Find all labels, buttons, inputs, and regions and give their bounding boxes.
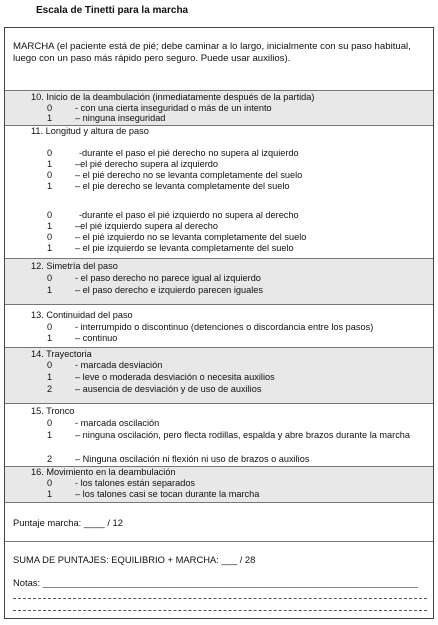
option-score: 0 — [47, 103, 53, 113]
option-text: – Ninguna oscilación ni flexión ni uso de brazos o auxilios — [75, 454, 310, 464]
option-row — [5, 181, 433, 192]
intro-text: MARCHA (el paciente está de pié; debe caminar a lo largo, inicialmente con su paso habitual, luego con un paso más rápido pero seguro. Puede usar auxilios). — [13, 41, 411, 65]
option-row — [5, 333, 433, 344]
option-row — [5, 285, 433, 296]
option-text: -durante el paso el pié derecho no supera al izquierdo — [79, 148, 299, 158]
option-score: 1 — [47, 181, 53, 191]
item-title: 16. Movimiento en la deambulación — [31, 467, 176, 477]
option-row — [5, 170, 433, 181]
option-score: 1 — [47, 333, 53, 343]
item-title: 13. Continuidad del paso — [31, 310, 133, 320]
item-16-section — [5, 467, 433, 502]
item-12-section — [5, 259, 433, 304]
option-text: – ninguna oscilación, pero flecta rodillas, espalda y abre brazos durante la marcha — [75, 430, 411, 440]
option-score: 0 — [47, 148, 53, 158]
option-score: 2 — [47, 384, 53, 394]
divider — [5, 541, 433, 542]
option-text: – los talones casi se tocan durante la marcha — [75, 489, 260, 499]
option-row — [5, 210, 433, 221]
item-title: 12. Simetría del paso — [31, 261, 118, 271]
option-text: –el pié izquierdo supera al derecho — [75, 221, 219, 231]
option-row — [5, 384, 433, 395]
option-row — [5, 372, 433, 383]
option-text: – ausencia de desviación y de uso de auxilios — [75, 384, 262, 394]
option-score: 0 — [47, 210, 53, 220]
option-text: - los talones están separados — [75, 478, 196, 488]
option-text: - interrumpido o discontinuo (detenciones o discordancia entre los pasos) — [75, 322, 374, 332]
option-row — [5, 221, 433, 232]
option-text: – ninguna inseguridad — [75, 113, 166, 123]
option-text: – leve o moderada desviación o necesita auxilios — [75, 372, 275, 382]
option-score: 0 — [47, 273, 53, 283]
option-text: – el paso derecho e izquierdo parecen iguales — [75, 285, 263, 295]
total-score-line: SUMA DE PUNTAJES: EQUILIBRIO + MARCHA: ___ / 28 — [13, 554, 256, 565]
option-row — [5, 113, 433, 124]
option-row — [5, 273, 433, 284]
option-row — [5, 489, 433, 500]
option-text: – el pié derecho no se levanta completamente del suelo — [75, 170, 303, 180]
option-row — [5, 243, 433, 254]
item-14-section — [5, 348, 433, 403]
option-score: 1 — [47, 221, 53, 231]
option-score: 1 — [47, 430, 53, 440]
item-15-section — [5, 404, 433, 466]
option-score: 1 — [47, 243, 53, 253]
item-title: 14. Trayectoria — [31, 349, 92, 359]
option-row — [5, 454, 433, 465]
option-text: - marcada oscilación — [75, 418, 160, 428]
option-score: 2 — [47, 454, 53, 464]
option-score: 0 — [47, 478, 53, 488]
notes-blank-line — [13, 610, 427, 611]
option-score: 1 — [47, 372, 53, 382]
option-score: 1 — [47, 489, 53, 499]
option-row — [5, 360, 433, 371]
item-11-section — [5, 126, 433, 258]
option-row — [5, 159, 433, 170]
item-title: 10. Inicio de la deambulación (inmediatamente después de la partida) — [31, 92, 315, 102]
option-score: 1 — [47, 159, 53, 169]
option-text: - marcada desviación — [75, 360, 163, 370]
notes-line: Notas: ________________________________________________________________________ — [13, 577, 419, 588]
option-text: –el pié derecho supera al izquierdo — [75, 159, 219, 169]
item-10-section — [5, 91, 433, 125]
gait-score-line: Puntaje marcha: ____ / 12 — [13, 517, 123, 528]
option-row — [5, 478, 433, 489]
option-row — [5, 418, 433, 429]
divider — [5, 502, 433, 503]
option-score: 0 — [47, 170, 53, 180]
item-13-section — [5, 305, 433, 347]
item-title: 15. Tronco — [31, 406, 75, 416]
option-score: 0 — [47, 322, 53, 332]
option-score: 1 — [47, 285, 53, 295]
item-title: 11. Longitud y altura de paso — [31, 126, 149, 136]
option-score: 0 — [47, 232, 53, 242]
scale-frame — [4, 27, 434, 619]
option-text: – el pié izquierdo no se levanta completamente del suelo — [75, 232, 307, 242]
option-text: -durante el paso el pié izquierdo no supera al derecho — [79, 210, 299, 220]
option-score: 1 — [47, 113, 53, 123]
option-text: – continuo — [75, 333, 118, 343]
option-row — [5, 148, 433, 159]
page-title: Escala de Tinetti para la marcha — [36, 5, 189, 16]
option-text: - el paso derecho no parece igual al izquierdo — [75, 273, 261, 283]
option-row — [5, 430, 433, 452]
option-text: – el pie izquierdo se levanta completamente del suelo — [75, 243, 294, 253]
option-row — [5, 322, 433, 333]
option-text: – el pie derecho se levanta completamente del suelo — [75, 181, 290, 191]
option-score: 0 — [47, 360, 53, 370]
notes-blank-line — [13, 598, 427, 599]
option-text: - con una cierta inseguridad o más de un intento — [75, 103, 272, 113]
option-score: 0 — [47, 418, 53, 428]
option-row — [5, 232, 433, 243]
